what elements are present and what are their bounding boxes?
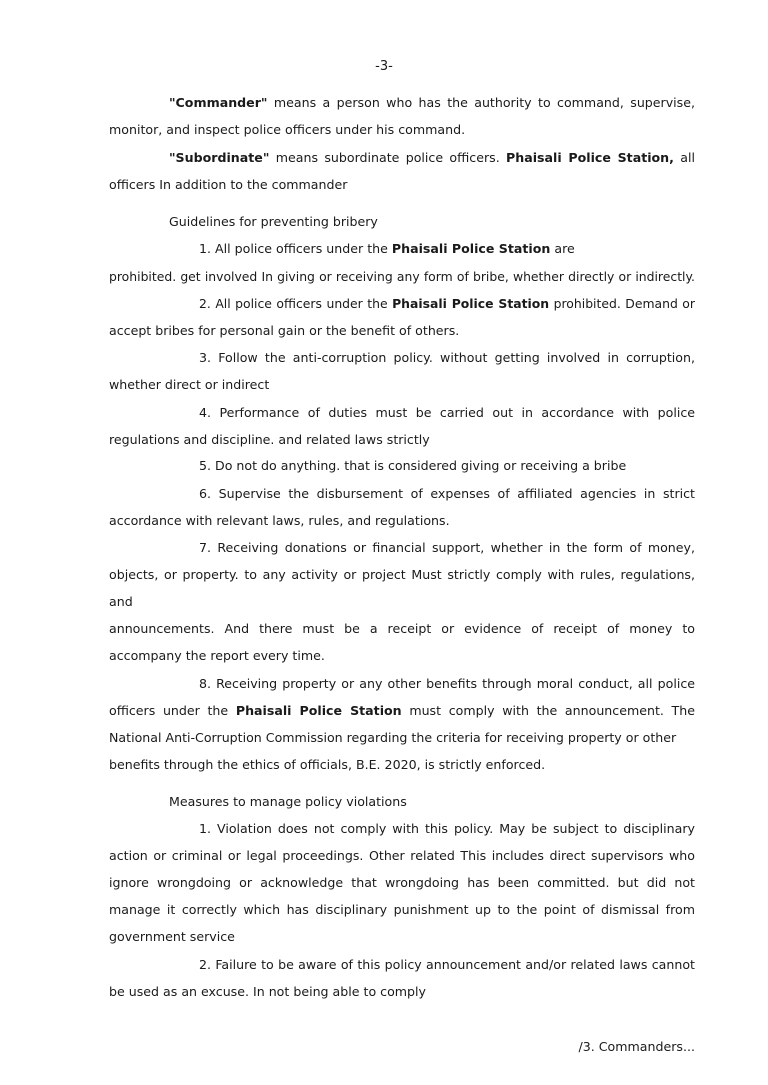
violations-item-2-line-1: 2. Failure to be aware of this policy announcement and/or related laws cannot — [199, 957, 695, 972]
bribery-item-7-line-2: objects, or property. to any activity or project Must strictly comply with rules, regulations, — [109, 567, 695, 582]
subordinate-definition-line-1 — [169, 148, 695, 168]
violations-item-2-line-2: be used as an excuse. In not being able to comply — [109, 984, 426, 999]
bribery-item-8-line-3: National Anti-Corruption Commission regarding the criteria for receiving property or other — [109, 730, 677, 745]
bribery-item-8-line-4: benefits through the ethics of officials, B.E. 2020, is strictly enforced. — [109, 757, 546, 772]
bribery-item-2-line-1 — [199, 294, 695, 314]
bribery-item-1-station: Phaisali Police Station — [391, 241, 551, 256]
commander-text: means a person who has the authority to command, supervise, — [273, 95, 695, 110]
violations-section-heading: Measures to manage policy violations — [169, 794, 407, 809]
bribery-item-1-text: 1. All police officers under the — [199, 241, 388, 256]
violations-item-1-line-3: ignore wrongdoing or acknowledge that wrongdoing has been committed. but did not — [109, 875, 695, 890]
bribery-item-3-line-2: whether direct or indirect — [109, 377, 270, 392]
bribery-item-6-line-1: 6. Supervise the disbursement of expenses of affiliated agencies in strict — [199, 486, 695, 501]
bribery-item-2-station: Phaisali Police Station — [392, 296, 550, 311]
subordinate-term: "Subordinate" — [169, 150, 270, 165]
bribery-item-1-line-1 — [199, 239, 695, 259]
bribery-item-2-text: 2. All police officers under the — [199, 296, 388, 311]
violations-item-1-line-1: 1. Violation does not comply with this policy. May be subject to disciplinary — [199, 821, 695, 836]
bribery-item-4-line-1: 4. Performance of duties must be carried out in accordance with police — [199, 405, 695, 420]
bribery-item-7-line-1: 7. Receiving donations or financial support, whether in the form of money, — [199, 540, 695, 555]
bribery-item-5: 5. Do not do anything. that is considered giving or receiving a bribe — [199, 458, 627, 473]
bribery-item-8-line-1: 8. Receiving property or any other benefits through moral conduct, all police — [199, 676, 695, 691]
violations-item-1-line-5: government service — [109, 929, 235, 944]
bribery-item-3-line-1: 3. Follow the anti-corruption policy. without getting involved in corruption, — [199, 350, 695, 365]
bribery-item-2-line-2: accept bribes for personal gain or the benefit of others. — [109, 323, 460, 338]
violations-item-1-line-2: action or criminal or legal proceedings. Other related This includes direct supervisors who — [109, 848, 695, 863]
commander-definition-line-2: monitor, and inspect police officers under his command. — [109, 122, 466, 137]
bribery-item-8-text: officers under the — [109, 703, 229, 718]
continuation-note: /3. Commanders... — [578, 1039, 695, 1054]
subordinate-text: means subordinate police officers. — [275, 150, 500, 165]
page-number: -3- — [375, 59, 393, 74]
bribery-item-7-line-5: accompany the report every time. — [109, 648, 325, 663]
bribery-section-heading: Guidelines for preventing bribery — [169, 214, 378, 229]
bribery-item-7-line-3: and — [109, 594, 133, 609]
subordinate-text-end: all — [680, 150, 695, 165]
subordinate-station-name: Phaisali Police Station, — [506, 150, 674, 165]
bribery-item-8-text-end: must comply with the announcement. The — [409, 703, 695, 718]
violations-item-1-line-4: manage it correctly which has disciplinary punishment up to the point of dismissal from — [109, 902, 695, 917]
bribery-item-7-line-4: announcements. And there must be a receipt or evidence of receipt of money to — [109, 621, 695, 636]
bribery-item-4-line-2: regulations and discipline. and related laws strictly — [109, 432, 430, 447]
bribery-item-8-line-2 — [109, 701, 695, 721]
bribery-item-8-station: Phaisali Police Station — [235, 703, 402, 718]
bribery-item-1-line-2: prohibited. get involved In giving or receiving any form of bribe, whether directly or indirectly. — [109, 269, 695, 284]
bribery-item-6-line-2: accordance with relevant laws, rules, and regulations. — [109, 513, 450, 528]
commander-definition-line-1 — [169, 93, 695, 113]
bribery-item-2-text-end: prohibited. Demand or — [553, 296, 695, 311]
bribery-item-1-text-end: are — [554, 241, 575, 256]
subordinate-definition-line-2: officers In addition to the commander — [109, 177, 348, 192]
commander-term: "Commander" — [169, 95, 268, 110]
